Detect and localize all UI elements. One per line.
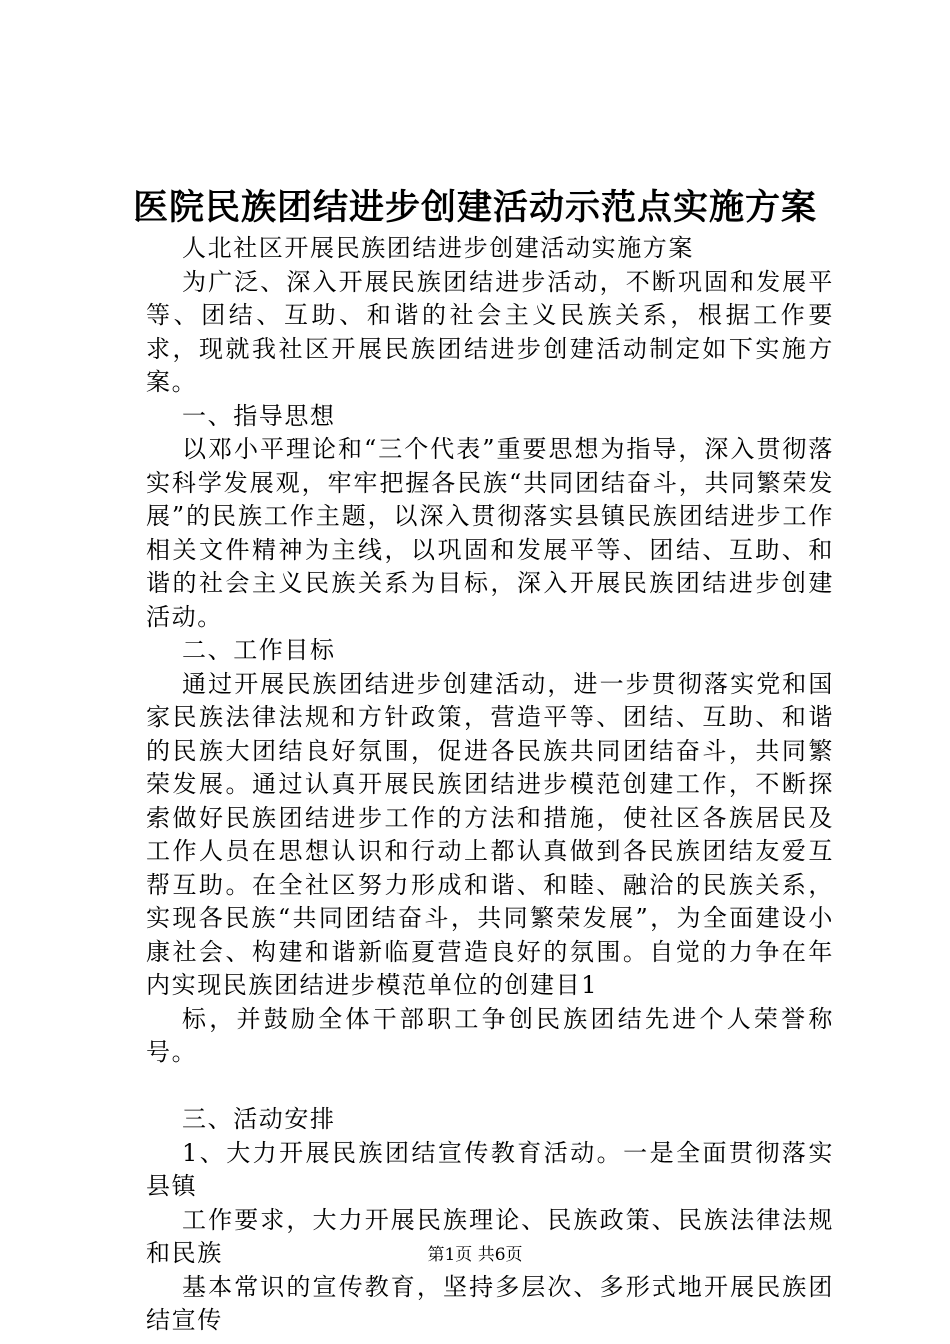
paragraph-work-goals-continued: 标，并鼓励全体干部职工争创民族团结先进个人荣誉称号。: [146, 1004, 834, 1066]
blank-line: [146, 1070, 834, 1104]
paragraph-activity-item-1-line-3: 基本常识的宣传教育，坚持多层次、多形式地开展民族团结宣传: [146, 1272, 834, 1334]
document-title: 医院民族团结进步创建活动示范点实施方案: [132, 187, 817, 228]
paragraph-activity-item-1: 1、大力开展民族团结宣传教育活动。一是全面贯彻落实县镇: [146, 1138, 834, 1200]
section-heading-activity-arrangement: 三、活动安排: [182, 1105, 336, 1133]
paragraph-intro: 为广泛、深入开展民族团结进步活动，不断巩固和发展平等、团结、互助、和谐的社会主义民族关系，根据工作要求，现就我社区开展民族团结进步创建活动制定如下实施方案。: [146, 267, 834, 396]
page-number: 第1页 共6页: [427, 1245, 523, 1265]
document-body: [146, 232, 834, 1338]
section-heading-guiding-ideology: 一、指导思想: [182, 401, 336, 430]
section-heading-work-goals: 二、工作目标: [182, 636, 336, 664]
paragraph-work-goals: 通过开展民族团结进步创建活动，进一步贯彻落实党和国家民族法律法规和方针政策，营造平等、团结、互助、和谐的民族大团结良好氛围，促进各民族共同团结奋斗，共同繁荣发展。通过认真开展民族团结进步模范创建工作，不断探索做好民族团结进步工作的方法和措施，使社区各族居民及工作人员在思想认识和行动上都认真做到各民族团结友爱互帮互助。在全社区努力形成和谐、和睦、融洽的民族关系，实现各民族“共同团结奋斗，共同繁荣发展”，为全面建设小康社会、构建和谐新临夏营造良好的氛围。自觉的力争在年内实现民族团结进步模范单位的创建目1: [146, 669, 834, 999]
paragraph-activity-item-1-line-2: 工作要求，大力开展民族理论、民族政策、民族法律法规和民族: [146, 1205, 834, 1267]
paragraph-guiding-ideology: 以邓小平理论和“三个代表”重要思想为指导，深入贯彻落实科学发展观，牢牢把握各民族“共同团结奋斗，共同繁荣发展”的民族工作主题，以深入贯彻落实县镇民族团结进步工作相关文件精神为主线，以巩固和发展平等、团结、互助、和谐的社会主义民族关系为目标，深入开展民族团结进步创建活动。: [146, 435, 834, 631]
paragraph-subtitle: 人北社区开展民族团结进步创建活动实施方案: [182, 234, 694, 262]
